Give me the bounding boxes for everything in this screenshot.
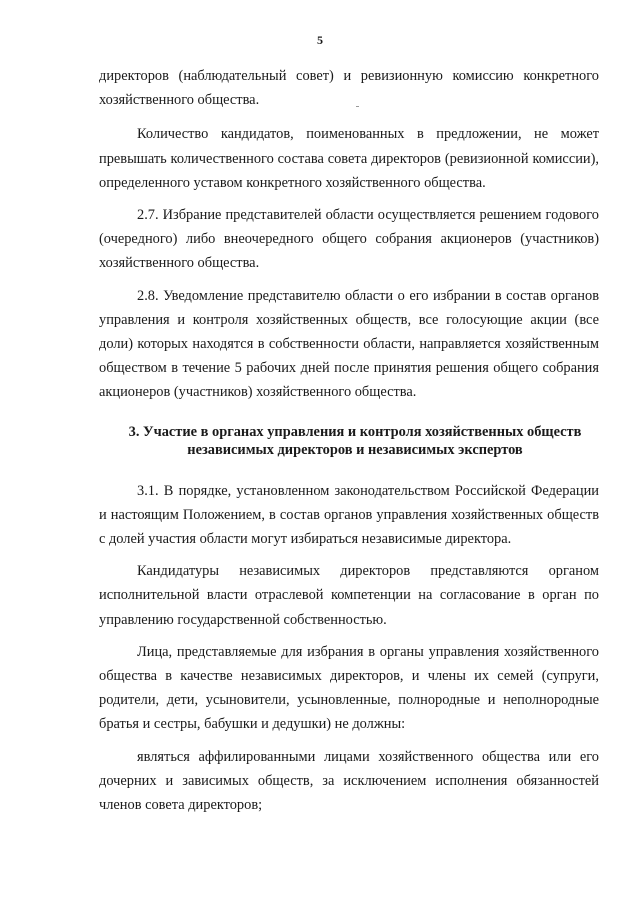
paragraph-continuation: директоров (наблюдательный совет) и ревизионную комиссию конкретного хозяйственного общества. bbox=[99, 68, 599, 109]
paragraph-candidates-count: Количество кандидатов, поименованных в предложении, не может превышать количественного состава совета директоров (ревизионной комиссии), определенного уставом конкретного хозяйственного общества. bbox=[99, 126, 599, 191]
page-number: 5 bbox=[317, 33, 323, 47]
paragraph-3-1: 3.1. В порядке, установленном законодательством Российской Федерации и настоящим Положением, в состав органов управления хозяйственных обществ с долей участия области могут избираться независимые директора. bbox=[99, 482, 599, 548]
paragraph-candidates-submission: Кандидатуры независимых директоров представляются органом исполнительной власти отраслевой компетенции на согласование в орган по управлению государственной собственностью. bbox=[99, 563, 599, 628]
paragraph-2-7: 2.7. Избрание представителей области осуществляется решением годового (очередного) либо внеочередного общего собрания акционеров (участников) хозяйственного общества. bbox=[99, 207, 599, 272]
section-3-heading: 3. Участие в органах управления и контроля хозяйственных обществ независимых директоров и независимых экспертов bbox=[128, 423, 582, 458]
paragraph-persons-restrictions: Лица, представляемые для избрания в органы управления хозяйственного общества в качестве независимых директоров, и члены их семей (супруги, родители, дети, усыновители, усыновленные, полнородные и неполнородные братья и сестры, бабушки и дедушки) не должны: bbox=[99, 643, 599, 733]
document-body bbox=[99, 64, 599, 817]
paragraph-2-8: 2.8. Уведомление представителю области о его избрании в состав органов управления и контроля хозяйственных обществ, все голосующие акции (все доли) которых находятся в собственности области, направляется хозяйственным обществом в течение 5 рабочих дней после принятия решения общего собрания акционеров (участников) хозяйственного общества. bbox=[99, 287, 599, 401]
paragraph-affiliation: являться аффилированными лицами хозяйственного общества или его дочерних и зависимых обществ, за исключением исполнения обязанностей членов совета директоров; bbox=[99, 748, 599, 814]
